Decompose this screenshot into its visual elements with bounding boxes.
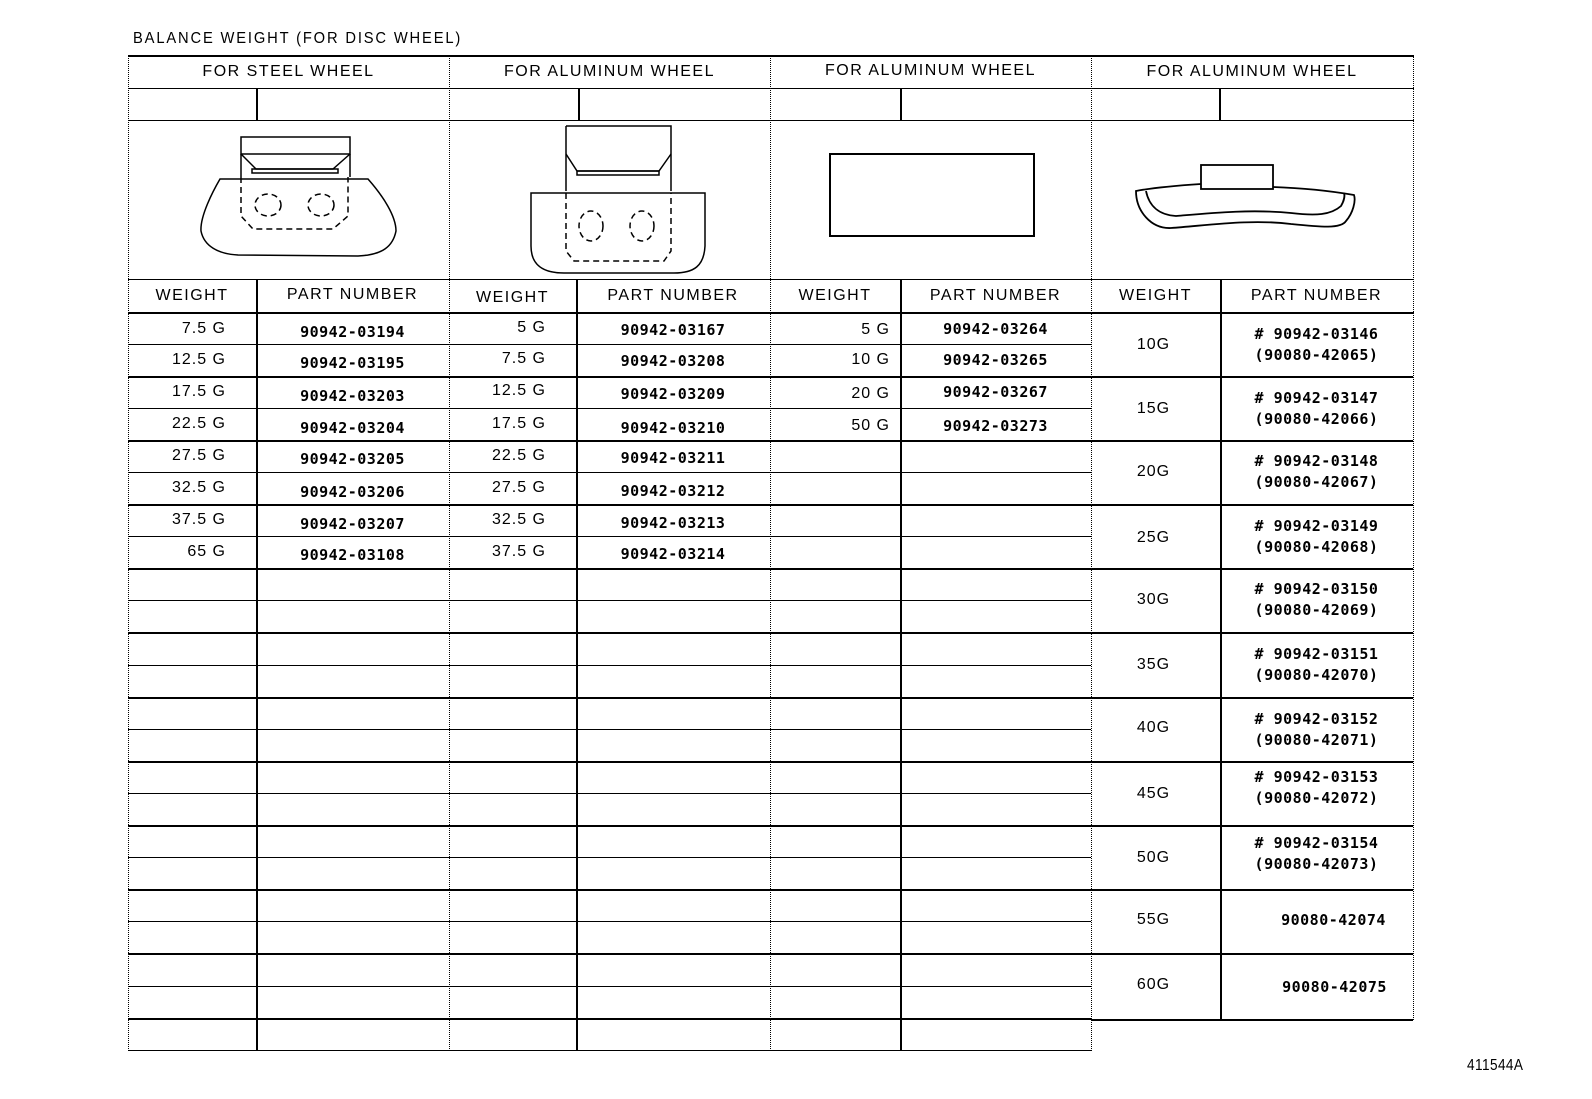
part-number-cell: 90942-03108 bbox=[300, 545, 405, 564]
alt-part-number: (90080-42066) bbox=[1254, 410, 1379, 428]
part-number-cell: 90942-03210 bbox=[620, 418, 726, 437]
weight-cell: 40G bbox=[1136, 719, 1171, 736]
row-divider bbox=[128, 921, 1091, 922]
alt-part-number: (90080-42068) bbox=[1254, 538, 1379, 556]
column-header-weight: WEIGHT bbox=[1119, 287, 1192, 304]
part-number-cell: 90080-42075 bbox=[1282, 977, 1387, 996]
row-divider bbox=[128, 986, 1091, 987]
weight-cell: 50G bbox=[1136, 849, 1171, 866]
column-header-weight: WEIGHT bbox=[155, 287, 229, 304]
clip-on-weight-steel-icon bbox=[128, 121, 449, 279]
weight-cell: 32.5 G bbox=[491, 510, 546, 528]
part-number-cell: 90942-03265 bbox=[943, 350, 1048, 369]
weight-cell: 17.5 G bbox=[171, 382, 226, 400]
row-divider bbox=[128, 889, 1091, 891]
weight-cell: 17.5 G bbox=[491, 414, 546, 432]
part-number-cell: 90942-03208 bbox=[620, 351, 726, 370]
weight-cell: 20G bbox=[1136, 463, 1171, 480]
part-number-cell: 90942-03214 bbox=[620, 544, 726, 563]
part-number-cell bbox=[1220, 314, 1413, 376]
part-number-cell: 90942-03203 bbox=[300, 386, 405, 405]
part-number-cell: 90942-03211 bbox=[620, 448, 726, 467]
alt-part-number: (90080-42065) bbox=[1254, 346, 1379, 364]
alt-part-number: (90080-42073) bbox=[1254, 855, 1379, 873]
part-number: # 90942-03148 bbox=[1254, 452, 1379, 470]
weight-cell: 50 G bbox=[851, 416, 890, 434]
weight-cell: 65 G bbox=[187, 542, 226, 560]
clip-on-weight-aluminum-icon bbox=[449, 121, 770, 279]
row-divider bbox=[128, 953, 1091, 955]
part-number-cell: 90942-03207 bbox=[300, 514, 405, 533]
part-number: # 90942-03152 bbox=[1254, 710, 1379, 728]
part-number-cell: 90942-03209 bbox=[620, 384, 726, 403]
column-header-part-number: PART NUMBER bbox=[1250, 287, 1383, 304]
part-number-cell: 90942-03213 bbox=[620, 513, 726, 532]
weight-cell: 32.5 G bbox=[171, 478, 226, 496]
divider bbox=[1219, 88, 1221, 121]
section-heading-aluminum-wheel-3: FOR ALUMINUM WHEEL bbox=[1146, 63, 1358, 80]
part-number-cell bbox=[1220, 822, 1413, 886]
section-heading-aluminum-wheel-2: FOR ALUMINUM WHEEL bbox=[824, 62, 1036, 79]
part-number: # 90942-03150 bbox=[1254, 580, 1379, 598]
part-number: # 90942-03149 bbox=[1254, 517, 1379, 535]
divider bbox=[900, 88, 902, 121]
column-header-weight: WEIGHT bbox=[476, 289, 549, 306]
weight-cell: 12.5 G bbox=[171, 350, 226, 368]
alt-part-number: (90080-42071) bbox=[1254, 731, 1379, 749]
row-divider bbox=[128, 729, 1091, 730]
part-number-cell: 90080-42074 bbox=[1281, 910, 1386, 929]
document-id: 411544A bbox=[1467, 1057, 1524, 1074]
part-number-cell bbox=[1220, 568, 1413, 632]
weight-cell: 10G bbox=[1136, 335, 1171, 353]
row-divider bbox=[128, 1018, 1091, 1020]
adhesive-weight-icon bbox=[770, 121, 1091, 279]
part-number-cell: 90942-03194 bbox=[300, 322, 405, 341]
row-divider bbox=[128, 857, 1091, 858]
part-number-cell bbox=[1220, 756, 1413, 820]
alt-part-number: (90080-42067) bbox=[1254, 473, 1379, 491]
alt-part-number: (90080-42072) bbox=[1254, 789, 1379, 807]
weight-cell: 35G bbox=[1136, 656, 1171, 673]
column-header-part-number: PART NUMBER bbox=[929, 287, 1062, 304]
alt-part-number: (90080-42069) bbox=[1254, 601, 1379, 619]
table-right-border bbox=[1413, 55, 1414, 1020]
section-heading-aluminum-wheel-1: FOR ALUMINUM WHEEL bbox=[503, 63, 715, 80]
weight-cell: 37.5 G bbox=[491, 542, 546, 560]
weight-cell: 55G bbox=[1136, 910, 1171, 928]
weight-cell: 7.5 G bbox=[181, 319, 226, 337]
divider bbox=[128, 88, 1414, 89]
weight-cell: 22.5 G bbox=[171, 414, 226, 432]
row-divider bbox=[128, 793, 1091, 794]
part-number-cell: 90942-03264 bbox=[943, 319, 1048, 338]
row-divider bbox=[128, 600, 1091, 601]
row-divider bbox=[128, 632, 1091, 634]
row-divider bbox=[128, 761, 1091, 763]
divider bbox=[578, 88, 580, 121]
weight-cell: 37.5 G bbox=[171, 510, 226, 528]
weight-cell: 45G bbox=[1136, 785, 1171, 802]
part-number-cell: 90942-03206 bbox=[300, 482, 405, 501]
page-title: BALANCE WEIGHT (FOR DISC WHEEL) bbox=[133, 30, 463, 47]
part-number-cell: 90942-03267 bbox=[943, 382, 1048, 401]
row-divider bbox=[128, 697, 1091, 699]
alt-part-number: (90080-42070) bbox=[1254, 666, 1379, 684]
part-number-cell: 90942-03205 bbox=[300, 449, 405, 468]
weight-cell: 27.5 G bbox=[491, 478, 546, 496]
part-number: # 90942-03146 bbox=[1254, 325, 1379, 343]
column-header-part-number: PART NUMBER bbox=[607, 287, 739, 304]
part-number: # 90942-03151 bbox=[1254, 645, 1379, 663]
row-divider bbox=[128, 825, 1091, 827]
weight-cell: 20 G bbox=[851, 384, 890, 402]
part-number-cell bbox=[1220, 698, 1413, 762]
curved-clip-weight-icon bbox=[1091, 121, 1413, 279]
weight-cell: 12.5 G bbox=[491, 381, 546, 399]
part-number-cell bbox=[1220, 505, 1413, 569]
weight-cell: 22.5 G bbox=[491, 446, 546, 464]
row-divider bbox=[128, 665, 1091, 666]
part-number: # 90942-03147 bbox=[1254, 389, 1379, 407]
weight-cell: 7.5 G bbox=[501, 349, 546, 367]
row-divider bbox=[1091, 1019, 1413, 1021]
section-heading-steel-wheel: FOR STEEL WHEEL bbox=[202, 63, 375, 80]
weight-cell: 5 G bbox=[517, 318, 546, 336]
weight-cell: 10 G bbox=[851, 350, 890, 368]
part-number-cell bbox=[1220, 441, 1413, 503]
column-header-part-number: PART NUMBER bbox=[286, 286, 419, 303]
weight-cell: 25G bbox=[1136, 529, 1171, 546]
part-number-cell: 90942-03212 bbox=[620, 481, 726, 500]
column-header-weight: WEIGHT bbox=[798, 287, 872, 304]
divider bbox=[256, 88, 258, 121]
part-number: # 90942-03154 bbox=[1254, 834, 1379, 852]
row-divider bbox=[128, 1050, 1091, 1051]
part-number-cell: 90942-03273 bbox=[943, 416, 1048, 435]
weight-cell: 30G bbox=[1136, 591, 1171, 608]
weight-cell: 15G bbox=[1136, 399, 1171, 417]
part-number-cell bbox=[1220, 378, 1413, 440]
part-number-cell: 90942-03167 bbox=[620, 320, 726, 339]
part-number-cell bbox=[1220, 633, 1413, 697]
part-number-cell: 90942-03195 bbox=[300, 353, 405, 372]
part-number: # 90942-03153 bbox=[1254, 768, 1379, 786]
weight-cell: 27.5 G bbox=[171, 446, 226, 464]
weight-cell: 60G bbox=[1136, 975, 1171, 993]
weight-cell: 5 G bbox=[861, 320, 890, 338]
part-number-cell: 90942-03204 bbox=[300, 418, 405, 437]
